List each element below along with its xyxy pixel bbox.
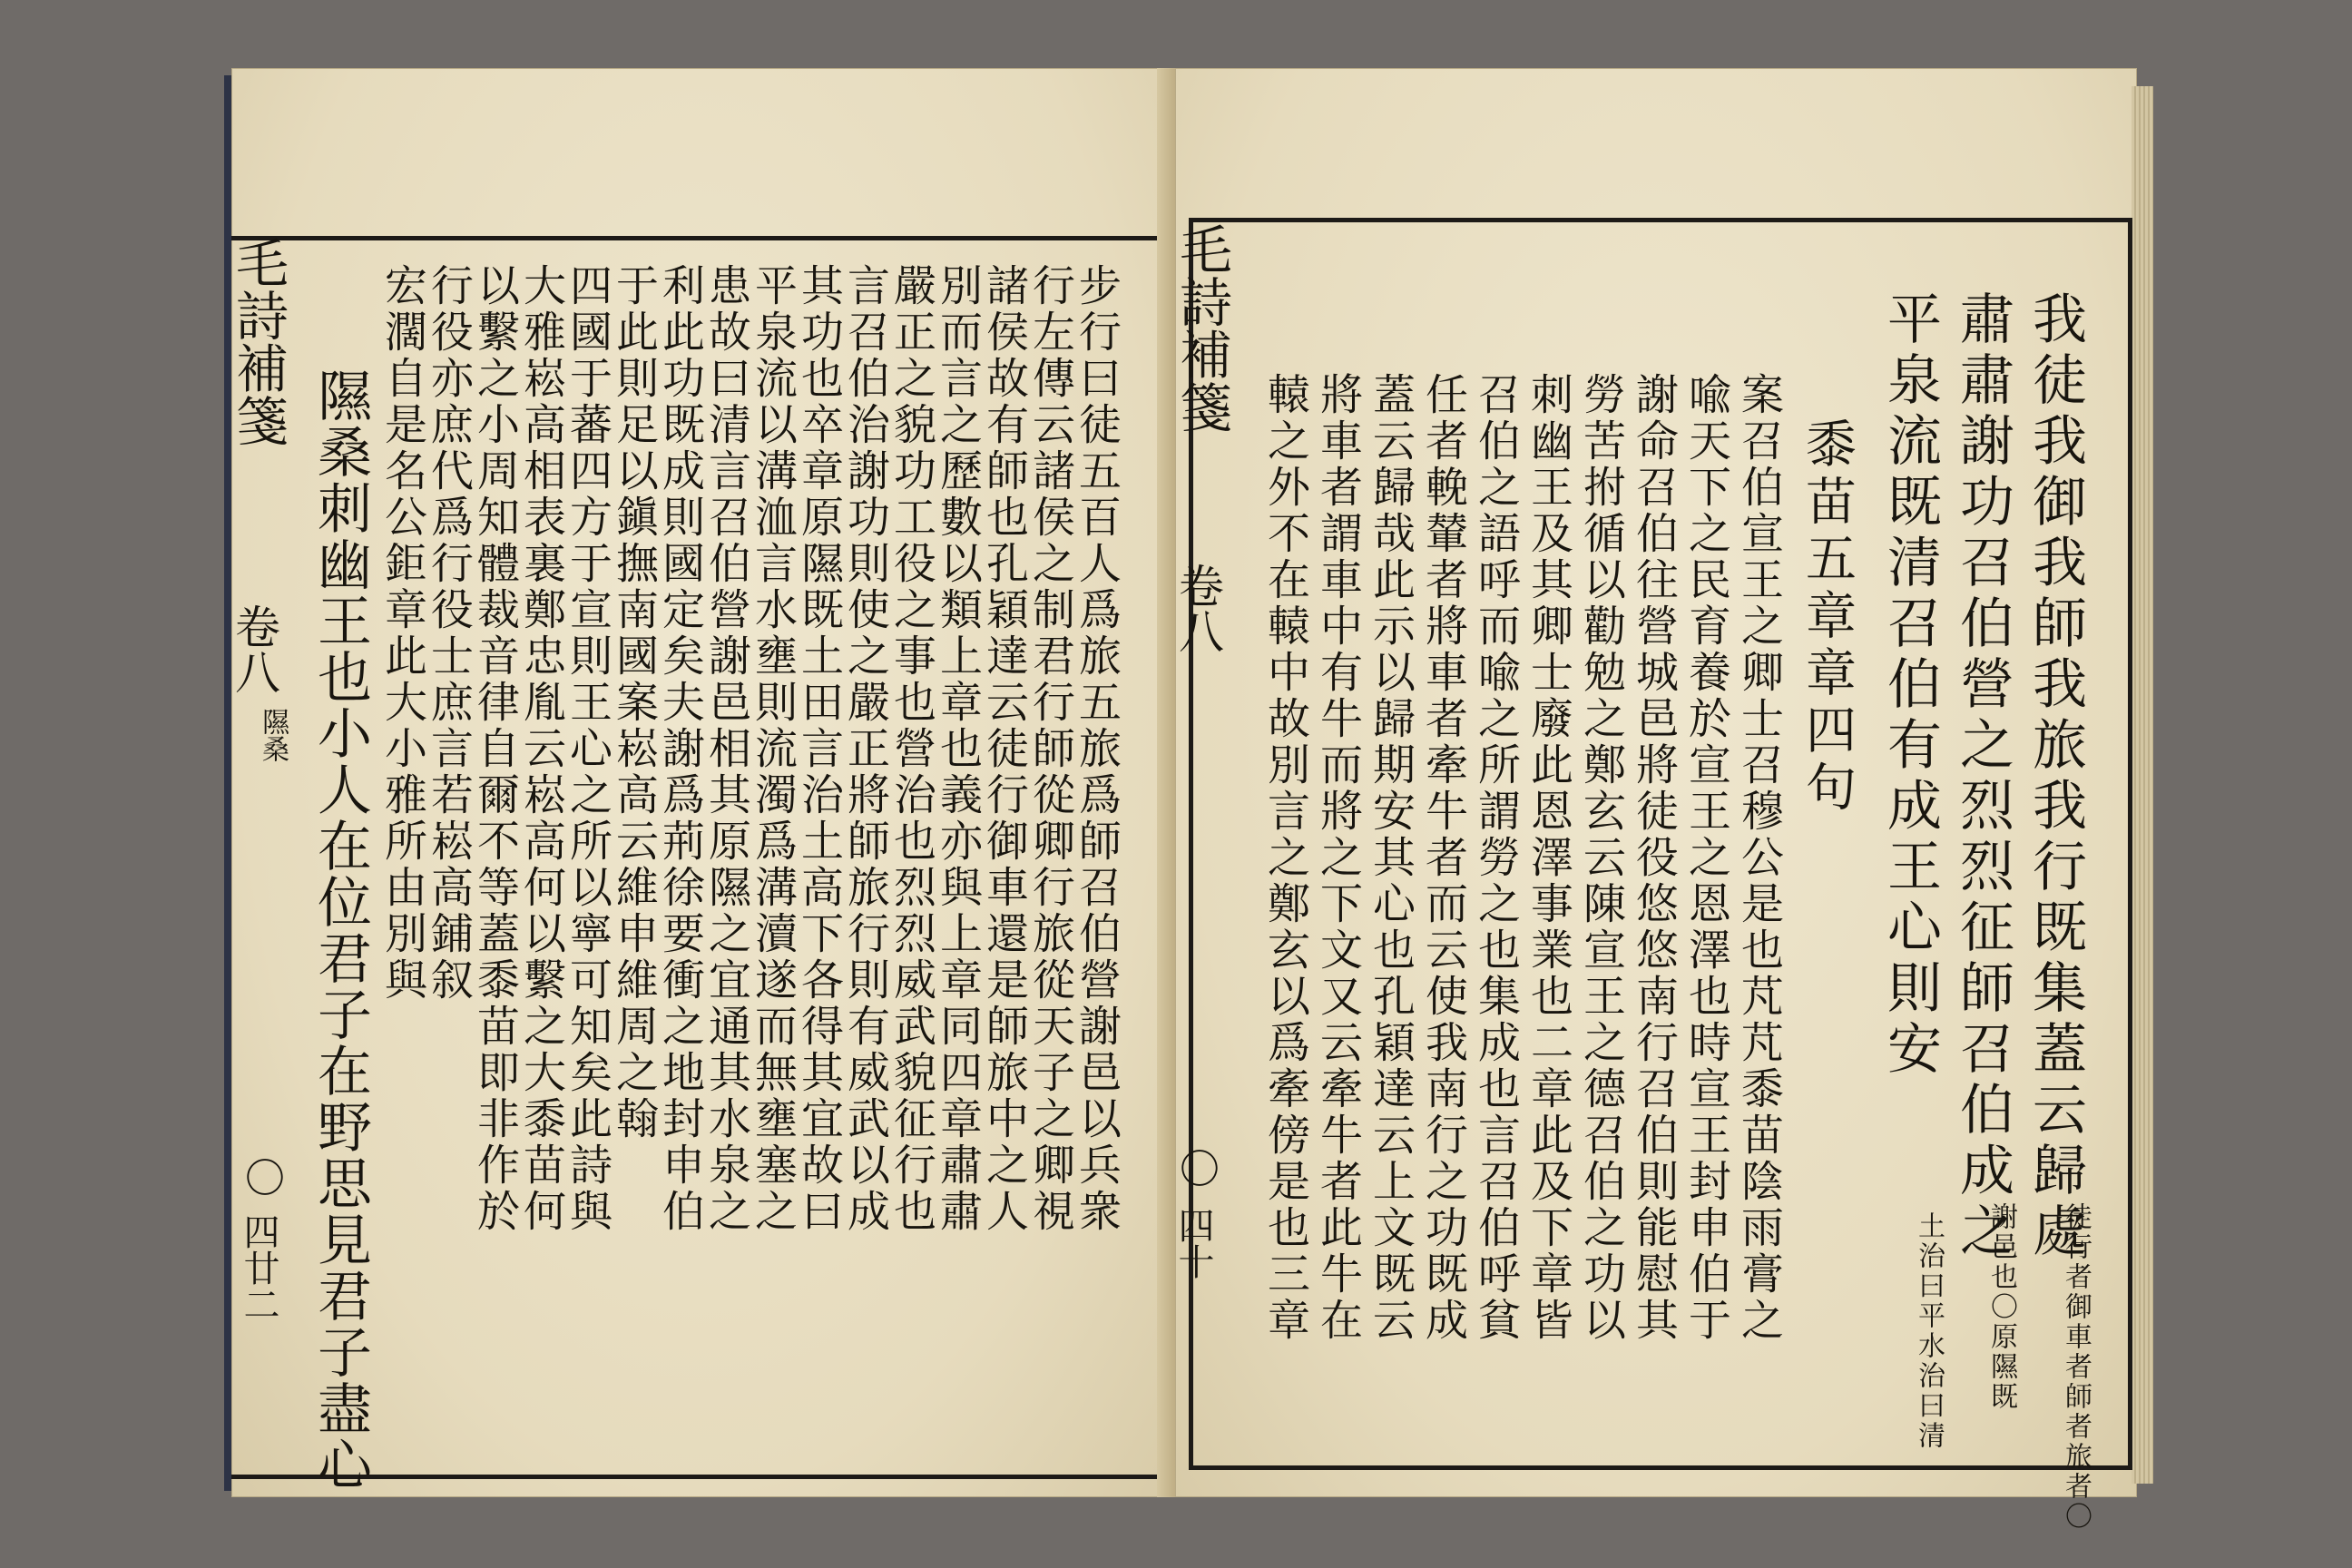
right-margin-volume: 卷八 <box>1171 563 1224 653</box>
commentary-column: 謝命召伯往營城邑將徒役悠悠南行召伯則能慰其 <box>1629 372 1679 1344</box>
commentary-column: 言召伯治謝功則使之嚴正將師旅行則有威武以成 <box>840 263 890 1235</box>
right-margin-circle: 〇 <box>1172 1148 1219 1188</box>
commentary-column: 喩天下之民育養於宣王之恩澤也時宣王封申伯于 <box>1681 372 1731 1344</box>
verse-line-2: 肅肅謝功召伯營之烈烈征師召伯成之 <box>1951 290 2014 1263</box>
commentary-column: 嚴正之貌功工役之事也營治也烈烈威武貌征行也 <box>887 263 936 1235</box>
commentary-column: 召伯之語呼而喩之所謂勞之也集成也言召伯呼貧 <box>1471 372 1521 1344</box>
chapter-heading: 黍苗五章章四句 <box>1798 417 1857 818</box>
verse-note-3: 土治曰平水治曰清 <box>1913 1211 1945 1451</box>
commentary-column: 大雅崧高相表裏鄭忠胤云崧高何以繫之大黍苗何 <box>516 263 566 1235</box>
commentary-column: 將車者謂車中有牛而將之下文又云牽牛者此牛在 <box>1313 372 1363 1344</box>
commentary-column: 四國于蕃四方于宣則王心之所以寧可知矣此詩與 <box>563 263 612 1235</box>
commentary-column: 行左傳云諸侯之制君行師從卿行旅從天子之卿視 <box>1025 263 1075 1235</box>
commentary-column: 患故曰清言召伯營謝邑相其原隰之宜通其水泉之 <box>701 263 751 1235</box>
commentary-column: 別而言之歷數以類上章也義亦與上章同四章肅肅 <box>933 263 983 1235</box>
commentary-column: 案召伯宣王之卿士召穆公是也芃芃黍苗陰雨膏之 <box>1734 372 1784 1344</box>
verse-line-3: 平泉流既清召伯有成王心則安 <box>1878 290 1942 1081</box>
commentary-column: 勞苦拊循以勸勉之鄭玄云陳宣王之德召伯之功以 <box>1576 372 1626 1344</box>
page-stack-edge <box>2132 86 2153 1484</box>
commentary-column: 平泉流以溝洫言水壅則流濁爲溝瀆遂而無壅塞之 <box>748 263 798 1235</box>
commentary-column: 蓋云歸哉此示以歸期安其心也孔穎達云上文既云 <box>1366 372 1416 1344</box>
commentary-column: 任者輓輦者將車者牽牛者而云使我南行之功既成 <box>1418 372 1468 1344</box>
commentary-column: 以繫之小周知體裁音律自爾不等蓋黍苗即非作於 <box>470 263 520 1235</box>
commentary-column: 刺幽王及其卿士廢此恩澤事業也二章此及下章皆 <box>1524 372 1573 1344</box>
verse-note-2: 謝邑也〇原隰既 <box>1985 1202 2017 1412</box>
commentary-column: 于此則足以鎭撫南國案崧高云維申維周之翰 <box>609 263 659 1142</box>
left-margin-title: 毛詩補箋 <box>227 236 289 446</box>
left-margin-folio: 四廿二 <box>238 1213 279 1322</box>
commentary-column: 轅之外不在轅中故別言之鄭玄以爲牽傍是也三章 <box>1260 372 1310 1344</box>
left-margin-circle: 〇 <box>238 1157 284 1197</box>
right-margin-title: 毛詩補箋 <box>1171 222 1232 433</box>
commentary-column: 其功也卒章原隰既土田言治土高下各得其宜故曰 <box>794 263 844 1235</box>
commentary-column: 步行曰徒五百人爲旅五旅爲師召伯營謝邑以兵衆 <box>1072 263 1122 1235</box>
right-page <box>1171 68 2137 1532</box>
verse-note-1: 徒行者御車者師者旅者〇 <box>2060 1202 2092 1532</box>
commentary-column: 宏濶自是名公鉅章此大小雅所由別與 <box>377 263 427 1004</box>
commentary-column: 諸侯故有師也孔穎達云徒行御車還是師旅中之人 <box>979 263 1029 1235</box>
left-margin-volume: 卷八 <box>228 603 280 694</box>
left-page <box>227 68 1166 1497</box>
commentary-column: 行役亦庶代爲行役士庶言若崧高鋪叙 <box>424 263 474 1004</box>
left-margin-section: 隰桑 <box>257 708 289 762</box>
left-final-title: 隰桑刺幽王也小人在位君子在野思見君子盡心 <box>309 368 372 1493</box>
verse-line-1: 我徒我御我師我旅我行既集蓋云歸處 <box>2024 290 2087 1263</box>
commentary-column: 利此功既成則國定矣夫謝爲荊徐要衝之地封申伯 <box>655 263 705 1235</box>
open-book <box>227 68 2137 1532</box>
right-margin-folio: 四十 <box>1172 1207 1214 1279</box>
